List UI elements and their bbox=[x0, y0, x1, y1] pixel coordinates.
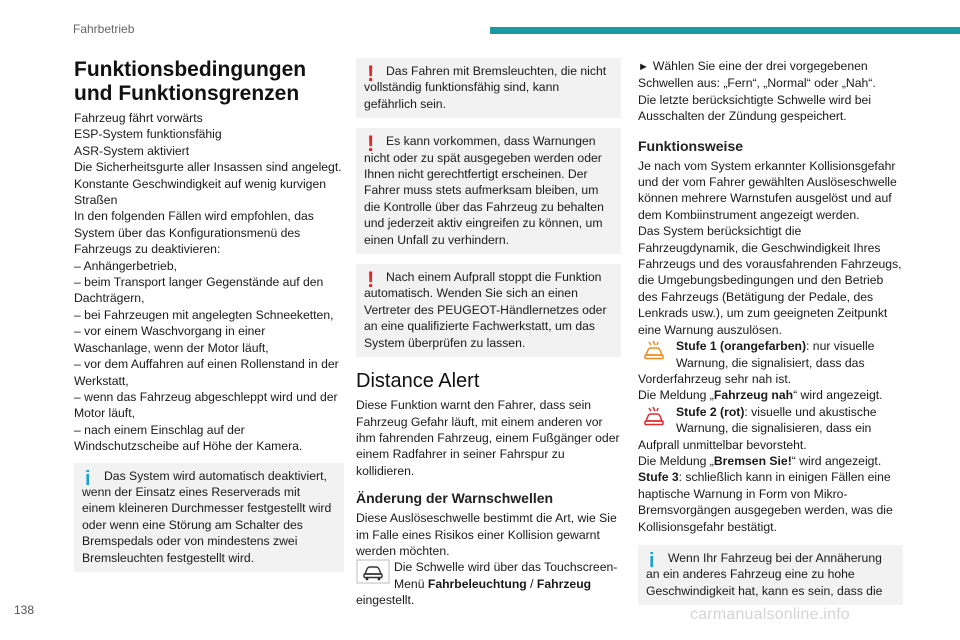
body-line: ASR-System aktiviert bbox=[74, 143, 190, 158]
stage1-text: : nur visuelle Warnung, die signalisiert, dass das Vorderfahrzeug sehr nah ist. bbox=[638, 339, 875, 386]
subsection-title-thresholds: Änderung der Warnschwellen bbox=[356, 490, 554, 507]
menu-separator: / bbox=[526, 576, 537, 591]
body-line: Fahrzeug fährt vorwärts bbox=[74, 111, 203, 125]
message-brake bbox=[638, 453, 903, 469]
warning-text: Es kann vorkommen, dass Warnungen nicht oder zu spät ausgegeben werden oder Ihnen nicht gerechtfertigt erscheinen. Der Fahrer muss stets aufmerksam bleiben, um die Kontrolle über das Fahrzeug zu behalten und jederzeit aktiv eingreifen zu können, um einen Unfall zu verhindern. bbox=[364, 134, 604, 247]
list-item: – wenn das Fahrzeug abgeschleppt wird und der Motor läuft, bbox=[74, 389, 338, 421]
car-settings-icon bbox=[356, 559, 390, 584]
msg1-bold: Fahrzeug nah bbox=[713, 388, 794, 403]
section-title-distance-alert: Distance Alert bbox=[356, 370, 480, 393]
stage1-label: Stufe 1 (orangefarben) bbox=[676, 339, 807, 354]
page-number: 138 bbox=[14, 603, 35, 617]
menu-fahrbeleuchtung: Fahrbeleuchtung bbox=[427, 576, 527, 591]
select-threshold-text: Wählen Sie eine der drei vorgegebenen Schwellen aus: „Fern“, „Normal“ oder „Nah“. bbox=[638, 59, 876, 91]
info-icon: i bbox=[649, 549, 655, 572]
list-item: – nach einem Einschlag auf der Windschutzscheibe auf Höhe der Kamera. bbox=[74, 422, 303, 454]
body-line: In den folgenden Fällen wird empfohlen, das System über das Konfigurationsmenü des Fahrzeugs zu deaktivieren: bbox=[74, 209, 314, 257]
list-item: – beim Transport langer Gegenstände auf den Dachträgern, bbox=[74, 275, 324, 306]
stage1-block bbox=[638, 338, 903, 387]
warning-icon: ! bbox=[367, 131, 375, 157]
list-item: – vor dem Auffahren auf einen Rollenstand in der Werkstatt, bbox=[74, 357, 339, 388]
message-vehicle-close bbox=[638, 387, 903, 403]
collision-warning-orange-icon bbox=[638, 338, 672, 363]
list-item: – vor einem Waschvorgang in einer Waschanlage, wenn der Motor läuft, bbox=[74, 324, 269, 355]
warning-box-impact bbox=[356, 264, 621, 357]
body-line: ESP-System funktionsfähig bbox=[74, 127, 222, 142]
msg2-suffix: “ wird angezeigt. bbox=[791, 453, 882, 468]
info-box-speed bbox=[638, 545, 903, 605]
list-item: – Anhängerbetrieb, bbox=[74, 258, 177, 273]
distance-alert-text: Diese Funktion warnt den Fahrer, dass sein Fahrzeug Gefahr läuft, mit einem anderen vor ihm fahrenden Fahrzeug, einem Fußgänger oder einem Radfahrer in seiner Fahrspur zu kollidieren. bbox=[356, 398, 620, 478]
column-left bbox=[74, 58, 344, 572]
msg1-suffix: “ wird angezeigt. bbox=[793, 388, 883, 403]
header-accent-bar bbox=[490, 27, 960, 34]
warning-box-brake-lights bbox=[356, 58, 621, 118]
touchscreen-instruction bbox=[356, 559, 621, 608]
msg1-prefix: Die Meldung „ bbox=[638, 388, 714, 403]
msg2-bold: Bremsen Sie! bbox=[713, 453, 792, 468]
stage3-label: Stufe 3 bbox=[638, 470, 679, 485]
select-threshold-step bbox=[638, 58, 903, 92]
warning-box-late-alerts bbox=[356, 128, 621, 254]
collision-warning-red-icon bbox=[638, 404, 672, 429]
body-line: Konstante Geschwindigkeit auf wenig kurvigen Straßen bbox=[74, 176, 327, 208]
column-middle bbox=[356, 58, 621, 609]
warning-text: Das Fahren mit Bremsleuchten, die nicht vollständig funktionsfähig sind, kann gefährlich sein. bbox=[364, 64, 607, 111]
subsection-title-operation: Funktionsweise bbox=[638, 137, 744, 154]
info-box-deactivation bbox=[74, 463, 344, 572]
threshold-text: Diese Auslöseschwelle bestimmt die Art, wie Sie im Falle eines Risikos einer Kollision gewarnt werden möchten. bbox=[356, 511, 617, 558]
step-arrow-icon: ► bbox=[638, 61, 649, 73]
info-text: Wenn Ihr Fahrzeug bei der Annäherung an ein anderes Fahrzeug eine zu hohe Geschwindigkeit hat, kann es sein, dass die bbox=[646, 550, 883, 598]
saved-threshold-text: Die letzte berücksichtigte Schwelle wird bei Ausschalten der Zündung gespeichert. bbox=[638, 92, 872, 124]
body-line: Die Sicherheitsgurte aller Insassen sind angelegt. bbox=[74, 160, 342, 175]
stage2-text: : visuelle und akustische Warnung, die signalisieren, dass ein Aufprall unmittelbar bevorsteht. bbox=[638, 404, 877, 452]
stage2-block bbox=[638, 404, 903, 453]
warning-text: Nach einem Aufprall stoppt die Funktion automatisch. Wenden Sie sich an einen Vertreter des PEUGEOT-Händlernetzes oder an eine qualifizierte Fachwerkstatt, um das System überprüfen zu lassen. bbox=[364, 270, 607, 350]
info-icon: i bbox=[85, 467, 91, 490]
stage3-body: : schließlich kann in einigen Fällen eine haptische Warnung in Form von Mikro-Bremsvorgängen ausgegeben werden, was die Kollisionsgefahr bestätigt. bbox=[638, 470, 893, 534]
list-item: – bei Fahrzeugen mit angelegten Schneeketten, bbox=[74, 307, 334, 322]
warning-icon: ! bbox=[367, 61, 375, 86]
conditions-body bbox=[74, 110, 344, 455]
info-text: Das System wird automatisch deaktiviert, wenn der Einsatz eines Reserverads mit einem kleineren Durchmesser festgestellt wird oder wenn eine Störung am Schalter des Bremspedals oder von mindestens zwei Bremsleuchten festgestellt wird. bbox=[82, 468, 332, 565]
touch-prefix: Die Schwelle wird über das Touchscreen-Menü bbox=[394, 560, 618, 591]
menu-fahrzeug: Fahrzeug bbox=[536, 576, 592, 591]
stage3-text bbox=[638, 469, 903, 535]
watermark: carmanualsonline.info bbox=[690, 606, 850, 623]
operation-text: Je nach vom System erkannter Kollisionsgefahr und der vom Fahrer gewählten Auslöseschwelle können mehrere Warnstufen ausgelöst und auf dem Kombiinstrument angezeigt werden. bbox=[638, 158, 897, 222]
column-right bbox=[638, 58, 903, 605]
touch-suffix: eingestellt. bbox=[356, 593, 415, 608]
dynamics-text: Das System berücksichtigt die Fahrzeugdynamik, die Geschwindigkeit Ihres Fahrzeugs und des vorausfahrenden Fahrzeugs, die Umgebungsbedingungen und den Betrieb des Fahrzeugs (Betätigung der Pedale, des Lenkrads usw.), um zum geeigneten Zeitpunkt eine Warnung auszulösen. bbox=[638, 224, 902, 337]
section-title-conditions: Funktionsbedingungen und Funktionsgrenzen bbox=[74, 58, 307, 105]
warning-icon: ! bbox=[367, 267, 375, 293]
section-header: Fahrbetrieb bbox=[73, 22, 135, 36]
msg2-prefix: Die Meldung „ bbox=[638, 453, 714, 468]
stage2-label: Stufe 2 (rot) bbox=[676, 404, 745, 419]
